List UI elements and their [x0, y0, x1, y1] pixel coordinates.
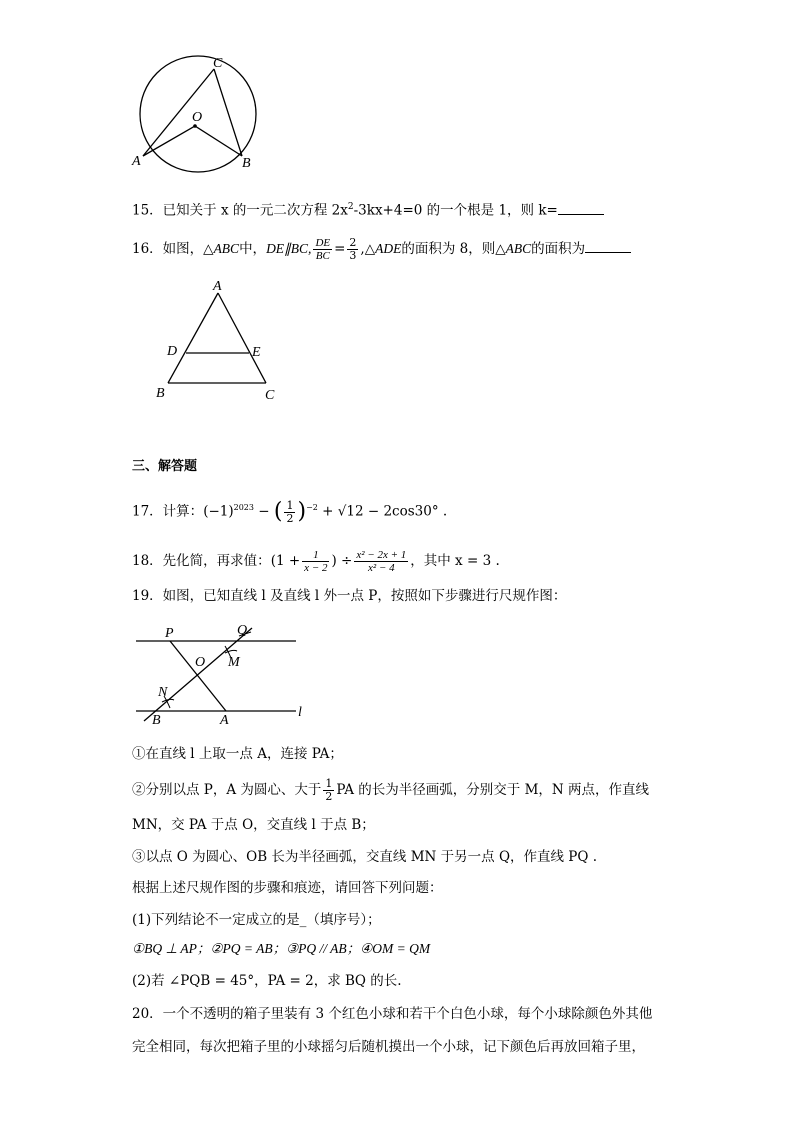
answer-blank[interactable] — [558, 202, 604, 215]
fraction-2-3: $\frac{2}{3}$ — [349, 236, 357, 262]
segment-pa — [170, 641, 226, 711]
triangle-figure — [150, 275, 290, 405]
label-o: O — [195, 655, 206, 670]
label-a: A — [220, 713, 229, 728]
fraction-poly: $\frac{\text{x² − 2x + 1}}{\text{x² − 4}}$ — [356, 549, 407, 574]
arc-m1 — [225, 650, 237, 653]
label-a: A — [132, 154, 141, 169]
label-c: C — [265, 388, 275, 403]
label-m: M — [228, 655, 240, 670]
fraction-half: $\frac{1}{2}$ — [325, 777, 333, 803]
chord-ac — [143, 69, 214, 156]
label-b: B — [242, 156, 251, 171]
line-mn — [144, 628, 252, 721]
step-2-cont: MN，交 PA 于点 O，交直线 l 于点 B； — [132, 817, 375, 833]
label-b: B — [152, 713, 161, 728]
label-e: E — [252, 345, 261, 360]
question-19-part2: (2)若 ∠PQB = 45°，PA = 2，求 BQ 的长. — [132, 973, 402, 989]
radius-ob — [195, 126, 242, 156]
step-2: ②分别以点 P，A 为圆心、大于 $\frac{1}{2}$ PA 的长为半径画弧，分别交于 M，N 两点，作直线 — [132, 777, 650, 803]
question-19-ask: 根据上述尺规作图的步骤和痕迹，请回答下列问题： — [132, 880, 443, 896]
label-p: P — [165, 626, 174, 641]
label-q: Q — [237, 623, 248, 638]
label-o: O — [192, 110, 203, 125]
fraction-1-over-x-2: $\frac{1}{x - 2}$ — [304, 549, 328, 574]
circle-figure — [125, 55, 275, 175]
label-l: l — [298, 705, 302, 720]
radius-oa — [143, 126, 195, 156]
section-heading: 三、解答题 — [132, 459, 198, 474]
question-19-part1: (1)下列结论不一定成立的是_（填序号）； — [132, 912, 381, 928]
step-3: ③以点 O 为圆心、OB 长为半径画弧，交直线 MN 于另一点 Q，作直线 PQ . — [132, 849, 598, 865]
chord-cb — [214, 69, 242, 156]
question-20-line2: 完全相同，每次把箱子里的小球摇匀后随机摸出一个小球，记下颜色后再放回箱子里， — [132, 1039, 645, 1055]
label-b: B — [156, 386, 165, 401]
side-ab — [168, 293, 218, 383]
side-ac — [218, 293, 266, 383]
answer-blank[interactable] — [585, 240, 631, 253]
label-a: A — [213, 279, 222, 294]
step-1: ①在直线 l 上取一点 A，连接 PA； — [132, 746, 343, 762]
label-c: C — [213, 56, 223, 71]
construction-figure — [128, 618, 318, 730]
question-19-intro: 19．如图，已知直线 l 及直线 l 外一点 P，按照如下步骤进行尺规作图： — [132, 588, 567, 604]
question-16: 16．如图，△ABC中，DE∥BC, $\frac{DE}{BC}$ = $\frac{2}{3}$ ,△ADE的面积为 8，则△ABC的面积为 — [132, 237, 631, 262]
question-18: 18．先化简，再求值：(1 + $\frac{1}{x - 2}$ ) ÷ $\frac{\text{x² − 2x + 1}}{\text{x² − 4}}$ ，其中 x = 3 . — [132, 549, 500, 574]
label-n: N — [158, 685, 168, 700]
fraction-de-bc: $\frac{DE}{BC}$ — [315, 237, 331, 262]
question-15: 15．已知关于 x 的一元二次方程 $2x^2-3kx+4=0$ 的一个根是 1，则 k= — [132, 197, 604, 221]
fraction-half: $\frac{1}{2}$ — [286, 498, 294, 525]
label-d: D — [167, 344, 178, 359]
question-20-line1: 20．一个不透明的箱子里装有 3 个红色小球和若干个白色小球，每个小球除颜色外其他 — [132, 1006, 653, 1022]
question-17: 17．计算：$(-1)^{2023}$ − ( $\frac{1}{2}$ )$^{-2}$ + √12 − 2cos30° . — [132, 498, 448, 525]
question-19-options: ①BQ ⊥ AP；②PQ = AB；③PQ // AB；④OM = QM — [132, 941, 431, 956]
